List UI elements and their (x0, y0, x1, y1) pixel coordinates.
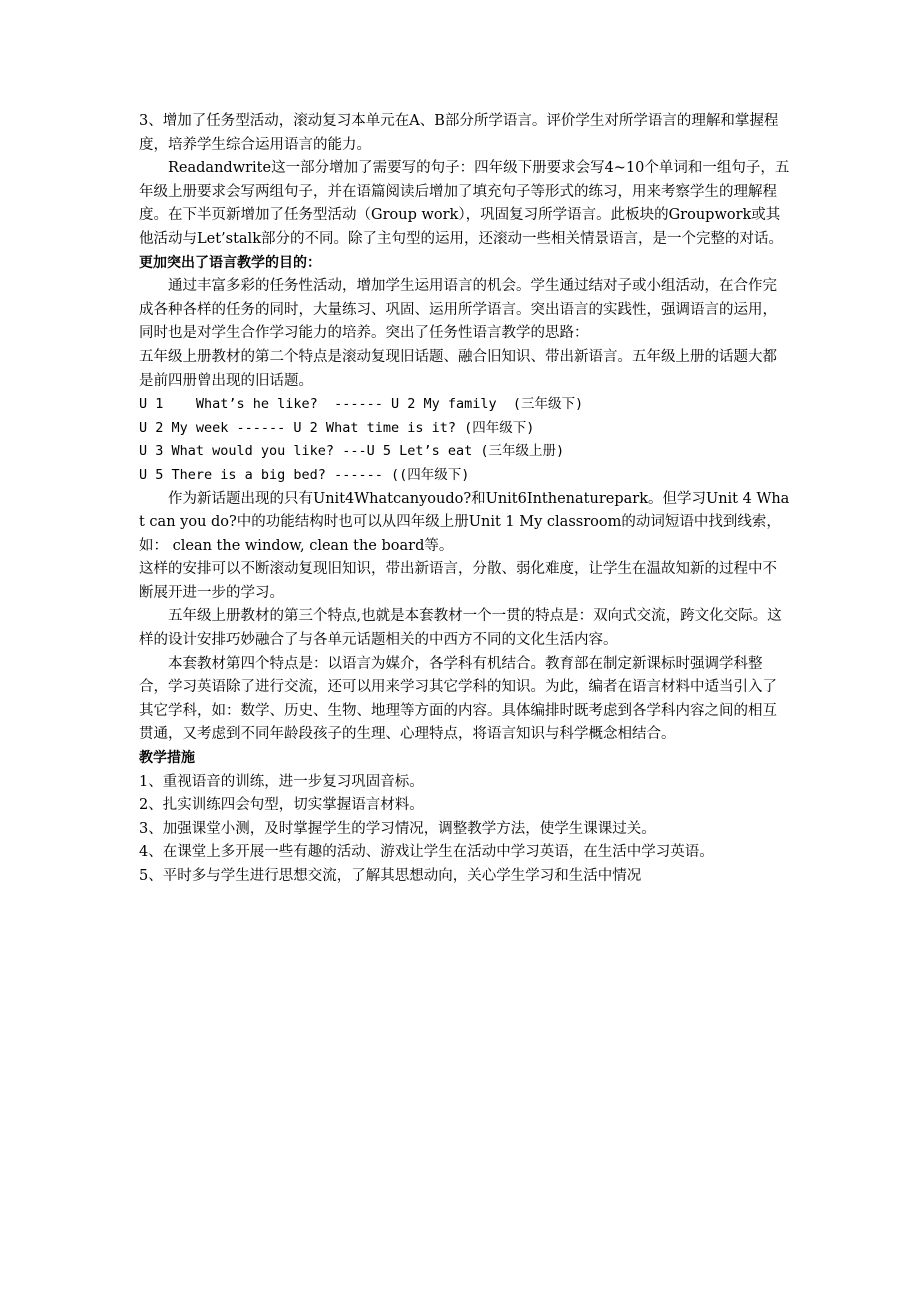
paragraph-read-and-write: Readandwrite这一部分增加了需要写的句子：四年级下册要求会写4~10个单词和一组句子，五年级上册要求会写两组句子，并在语篇阅读后增加了填充句子等形式的练习，用来考察学生的理解程度。在下半页新增加了任务型活动（Group work），巩固复习所学语言。此板块的Groupwork或其他活动与Let’stalk部分的不同。除了主句型的运用，还滚动一些相关情景语言，是一个完整的对话。 (139, 160, 790, 247)
paragraph-second-feature: 五年级上册教材的第二个特点是滚动复现旧话题、融合旧知识、带出新语言。五年级上册的话题大都是前四册曾出现的旧话题。 (139, 348, 777, 389)
paragraph-fourth-feature: 本套教材第四个特点是：以语言为媒介，各学科有机结合。教育部在制定新课标时强调学科整合，学习英语除了进行交流，还可以用来学习其它学科的知识。为此，编者在语言材料中适当引入了其它学科，如：数学、历史、生物、地理等方面的内容。具体编排时既考虑到各学科内容之间的相互贯通，又考虑到不同年龄段孩子的生理、心理特点，将语言知识与科学概念相结合。 (139, 655, 777, 743)
unit-topic-line-1: U 1 What’s he like? ------ U 2 My family (三年级下) (139, 396, 584, 413)
measure-item-2: 2、扎实训练四会句型，切实掌握语言材料。 (139, 797, 424, 814)
heading-teaching-purpose: 更加突出了语言教学的目的： (139, 254, 321, 271)
paragraph-task-based: 通过丰富多彩的任务性活动，增加学生运用语言的机会。学生通过结对子或小组活动，在合作完成各种各样的任务的同时，大量练习、巩固、运用所学语言。突出语言的实践性，强调语言的运用，同时也是对学生合作学习能力的培养。突出了任务性语言教学的思路： (139, 278, 777, 342)
measure-item-3: 3、加强课堂小测，及时掌握学生的学习情况，调整教学方法，使学生课课过关。 (139, 820, 656, 837)
paragraph-arrangement: 这样的安排可以不断滚动复现旧知识，带出新语言，分散、弱化难度，让学生在温故知新的过程中不断展开进一步的学习。 (139, 561, 777, 601)
unit-topic-line-2: U 2 My week ------ U 2 What time is it? (四年级下) (139, 419, 535, 436)
measure-item-4: 4、在课堂上多开展一些有趣的活动、游戏让学生在活动中学习英语，在生活中学习英语。 (139, 844, 714, 861)
heading-teaching-measures: 教学措施 (139, 750, 195, 767)
measure-item-1: 1、重视语音的训练，进一步复习巩固音标。 (139, 773, 424, 790)
unit-topic-line-4: U 5 There is a big bed? ------ ((四年级下) (139, 466, 470, 483)
paragraph-task-activity: 3、增加了任务型活动，滚动复习本单元在A、B部分所学语言。评价学生对所学语言的理解和掌握程度，培养学生综合运用语言的能力。 (139, 113, 779, 153)
measure-item-5: 5、平时多与学生进行思想交流，了解其思想动向，关心学生学习和生活中情况 (139, 868, 642, 884)
paragraph-third-feature: 五年级上册教材的第三个特点,也就是本套教材一个一贯的特点是：双向式交流，跨文化交际。这样的设计安排巧妙融合了与各单元话题相关的中西方不同的文化生活内容。 (139, 608, 782, 649)
unit-topic-line-3: U 3 What would you like? ---U 5 Let’s eat (三年级上册) (139, 443, 565, 460)
paragraph-new-topics: 作为新话题出现的只有Unit4Whatcanyoudo?和Unit6Inthenaturepark。但学习Unit 4 What can you do?中的功能结构时也可以从四年级上册Unit 1 My classroom的动词短语中找到线索，如： clean the window, clean the board等。 (139, 490, 790, 554)
